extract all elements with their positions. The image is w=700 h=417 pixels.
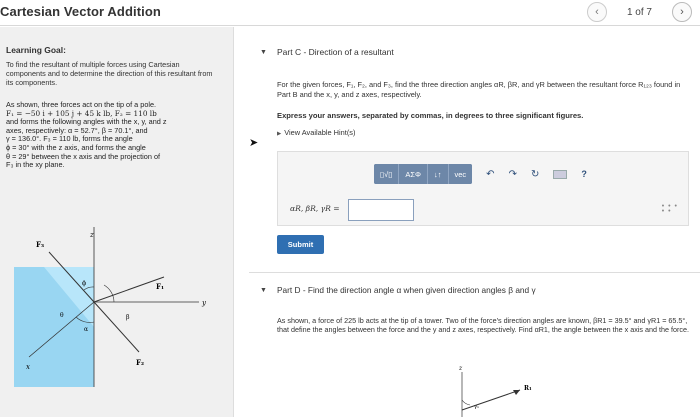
hints-label: View Available Hint(s) [284, 128, 356, 137]
force-diagram [4, 207, 230, 417]
problem-line-4: axes, respectively: α = 52.7°, β = 70.1°, and [6, 125, 148, 135]
label-y: y [202, 299, 206, 307]
f1-vector [94, 277, 164, 302]
tower-label-r1: R₁ [524, 385, 532, 392]
label-phi: ϕ [82, 280, 87, 287]
learning-goal-text: To find the resultant of multiple forces using Cartesian components and to determine the direction of this resultant from its components. [6, 60, 213, 87]
label-f2: F₂ [136, 358, 145, 367]
tower-label-gamma: γ₁ [474, 404, 479, 410]
problem-line-7: θ = 29° between the x axis and the projection of [6, 151, 161, 161]
problem-line-5: γ = 136.0°. F₃ = 110 lb, forms the angle [6, 134, 133, 144]
label-x: x [26, 363, 30, 371]
label-theta: θ [60, 312, 64, 319]
keyboard-icon[interactable] [553, 170, 567, 179]
problem-line-2: F₁ = −50 i + 105 j + 45 k lb, F₂ = 110 lb [6, 108, 157, 118]
part-d-heading[interactable]: Part D - Find the direction angle α when given direction angles β and γ [277, 285, 536, 295]
f2-vector [94, 302, 139, 352]
tower-diagram [440, 360, 560, 417]
learning-goal-panel [0, 27, 234, 417]
label-f3: F₃ [36, 240, 45, 249]
label-alpha: α [84, 326, 89, 333]
mouse-cursor-icon: ➤ [249, 137, 259, 149]
part-d-text: As shown, a force of 225 lb acts at the tip of a tower. Two of the force's direction angles are known, βR1 = 39.5° and γR1 = 65.5°, that define the angles between the force and the y and z axes, respectively. Find αR1, the angle between the x axis and the force. [277, 316, 689, 334]
section-divider [249, 272, 700, 273]
collapse-part-d-icon[interactable]: ▼ [260, 287, 267, 294]
math-toolbar [374, 162, 674, 186]
submit-button[interactable]: Submit [277, 235, 324, 254]
learning-goal-title: Learning Goal: [6, 45, 66, 55]
sub-superscript-button[interactable]: ↓↑ [428, 164, 449, 184]
part-c-instruction: Express your answers, separated by commas, in degrees to three significant figures. [277, 111, 584, 120]
redo-icon[interactable]: ↷ [508, 168, 517, 180]
undo-icon[interactable]: ↶ [486, 168, 495, 180]
templates-button[interactable]: ▯√▯ [374, 164, 399, 184]
part-c-heading[interactable]: Part C - Direction of a resultant [277, 47, 394, 57]
part-c-question: For the given forces, F₁, F₂, and F₃, find the three direction angles αR, βR, and γR between the resultant force R₁₂₃ found in Part B and the x, y, and z axes, respectively. [277, 80, 681, 99]
vec-button[interactable]: vec [449, 164, 473, 184]
reset-icon[interactable]: ↻ [530, 168, 540, 180]
symbols-button[interactable]: ΑΣΦ [399, 164, 428, 184]
problem-line-3: and forms the following angles with the x, y, and z [6, 117, 167, 127]
answer-input[interactable] [348, 199, 414, 221]
page-count: 1 of 7 [626, 6, 652, 18]
r1-vector [462, 390, 520, 410]
gamma-arc [462, 400, 470, 405]
label-beta: β [126, 314, 130, 321]
beta-arc [104, 285, 114, 302]
help-icon[interactable]: ? [581, 169, 587, 179]
label-f1: F₁ [156, 282, 165, 291]
view-hints-link[interactable] [277, 128, 355, 137]
caret-right-icon: ▶ [277, 131, 282, 137]
problem-statement [6, 101, 228, 170]
app-title: Cartesian Vector Addition [0, 4, 161, 19]
tower-label-z: z [459, 365, 463, 372]
label-z: z [90, 231, 94, 239]
chevron-right-icon[interactable]: › [672, 2, 692, 22]
answer-area [277, 151, 689, 226]
drag-handle-icon[interactable]: • • • • • [661, 203, 678, 215]
pager [587, 2, 692, 22]
toolbar-button-group [374, 164, 472, 184]
collapse-part-c-icon[interactable]: ▼ [260, 49, 267, 56]
problem-line-6: ϕ = 30° with the z axis, and forms the angle [6, 142, 146, 152]
chevron-left-icon[interactable]: ‹ [587, 2, 607, 22]
answer-label: αR, βR, γR = [290, 204, 340, 213]
problem-line-1: As shown, three forces act on the tip of a pole. [6, 100, 157, 109]
problem-line-8: F₃ in the xy plane. [6, 160, 65, 170]
header-bar [0, 0, 700, 26]
